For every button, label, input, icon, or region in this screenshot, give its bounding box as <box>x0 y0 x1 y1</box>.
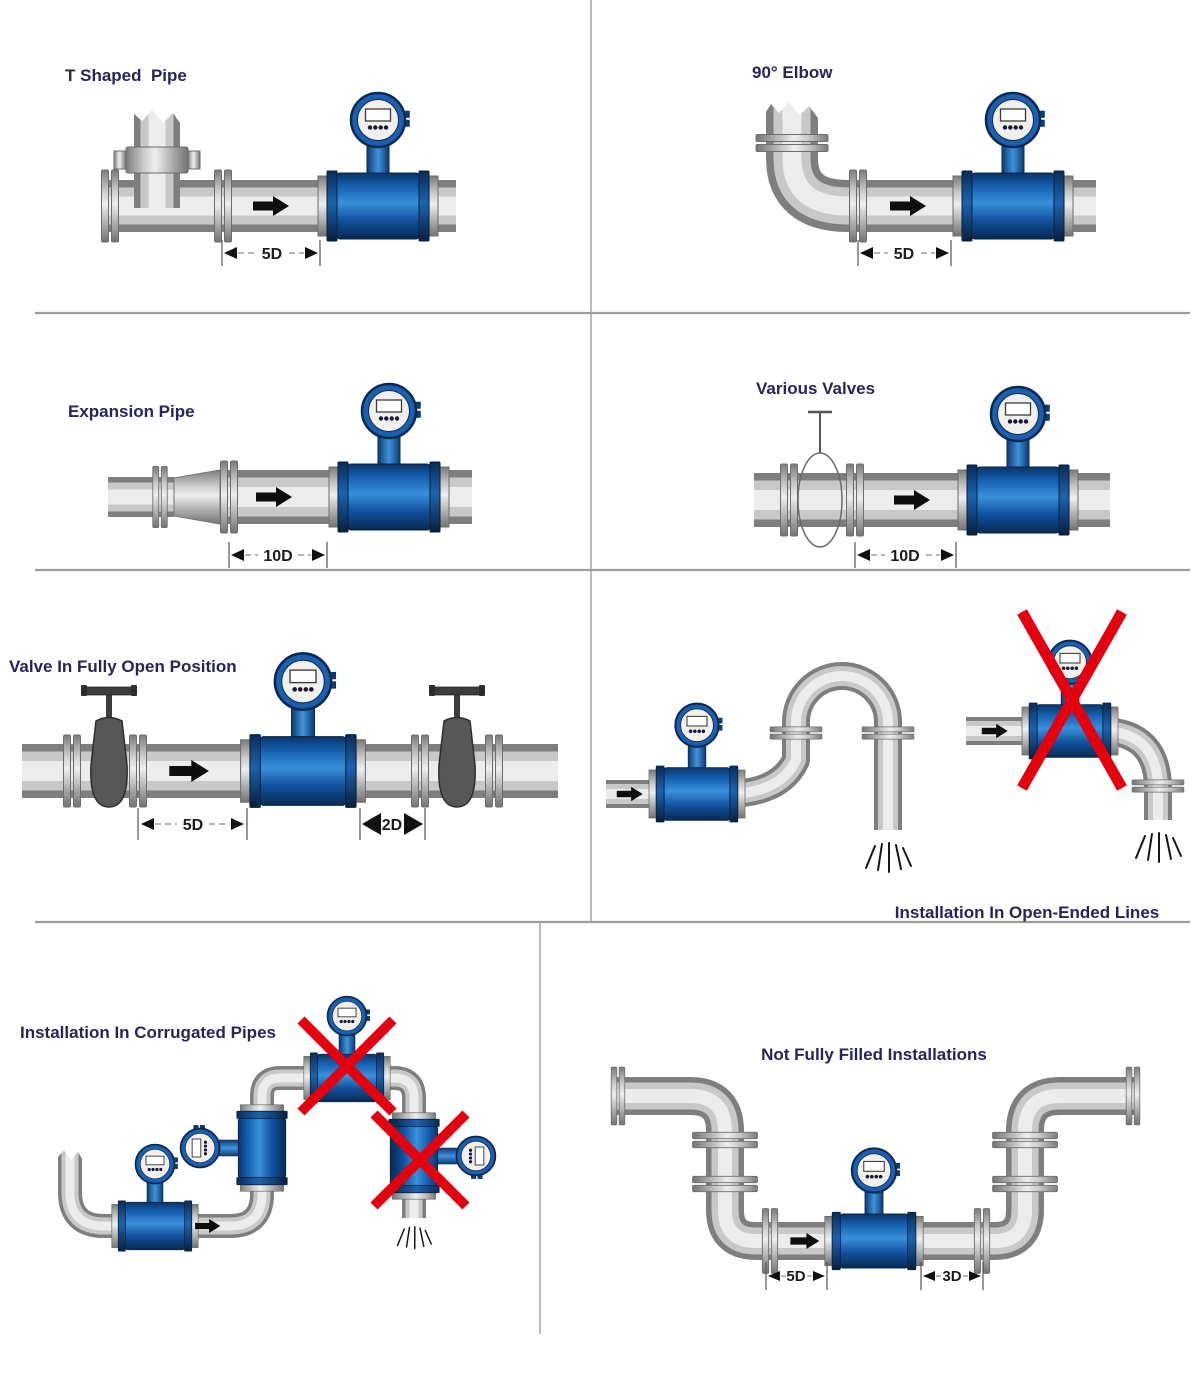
flow-meter-icon <box>318 93 438 241</box>
valley-pipe-left <box>612 1096 840 1241</box>
pipe-collar <box>114 147 200 173</box>
dimension-downstream <box>360 808 425 840</box>
panel-title: Installation In Open-Ended Lines <box>894 903 1160 922</box>
panel-valve-fully-open <box>9 653 558 840</box>
dimension-label: 2D <box>381 817 403 834</box>
panel-various-valves <box>754 379 1110 568</box>
dimension-label: 5D <box>261 246 283 263</box>
dimension-upstream <box>858 240 951 266</box>
panel-not-fully-filled <box>611 1045 1140 1290</box>
panel-open-ended-lines <box>606 612 1184 922</box>
flow-meter-icon <box>241 653 366 807</box>
dimension-label: 10D <box>263 548 293 565</box>
panel-expansion-pipe <box>68 384 472 568</box>
flow-meter-icon <box>953 93 1073 241</box>
discharge-spray-icon <box>866 843 911 872</box>
flow-meter-icon <box>329 384 449 532</box>
panel-corrugated-pipes <box>20 997 495 1252</box>
dimension-upstream <box>222 240 320 266</box>
panel-title: Installation In Corrugated Pipes <box>20 1023 276 1042</box>
dimension-label: 5D <box>182 817 204 834</box>
dimension-downstream <box>921 1262 983 1290</box>
dimension-label: 10D <box>890 548 920 565</box>
panel-title: Not Fully Filled Installations <box>761 1045 987 1064</box>
prohibited-x-icon <box>1022 612 1122 788</box>
panel-title: Valve In Fully Open Position <box>9 657 237 676</box>
dimension-label: 5D <box>786 1268 806 1285</box>
discharge-spray-icon <box>1136 833 1181 862</box>
valley-pipe-right <box>910 1096 1140 1241</box>
dimension-upstream <box>138 808 247 840</box>
dimension-upstream <box>855 542 956 568</box>
panel-title: Various Valves <box>756 379 876 398</box>
flow-meter-icon <box>958 387 1078 535</box>
dimension-upstream <box>229 542 327 568</box>
gooseneck-pipe <box>726 676 888 830</box>
flow-meter-icon-crossed <box>304 997 390 1104</box>
discharge-spray-icon <box>398 1227 432 1249</box>
dimension-label: 5D <box>893 246 915 263</box>
expansion-cone <box>174 470 220 524</box>
panel-title: T Shaped Pipe <box>65 66 187 85</box>
flow-meter-icon <box>825 1148 923 1269</box>
panel-90-elbow <box>752 63 1096 266</box>
panel-title: Expansion Pipe <box>68 402 195 421</box>
panel-title: 90° Elbow <box>752 63 833 82</box>
flow-meter-icon <box>181 1105 288 1191</box>
panel-t-shaped-pipe <box>65 66 456 266</box>
dimension-label: 3D <box>942 1268 962 1285</box>
flow-meter-icon <box>649 704 745 822</box>
